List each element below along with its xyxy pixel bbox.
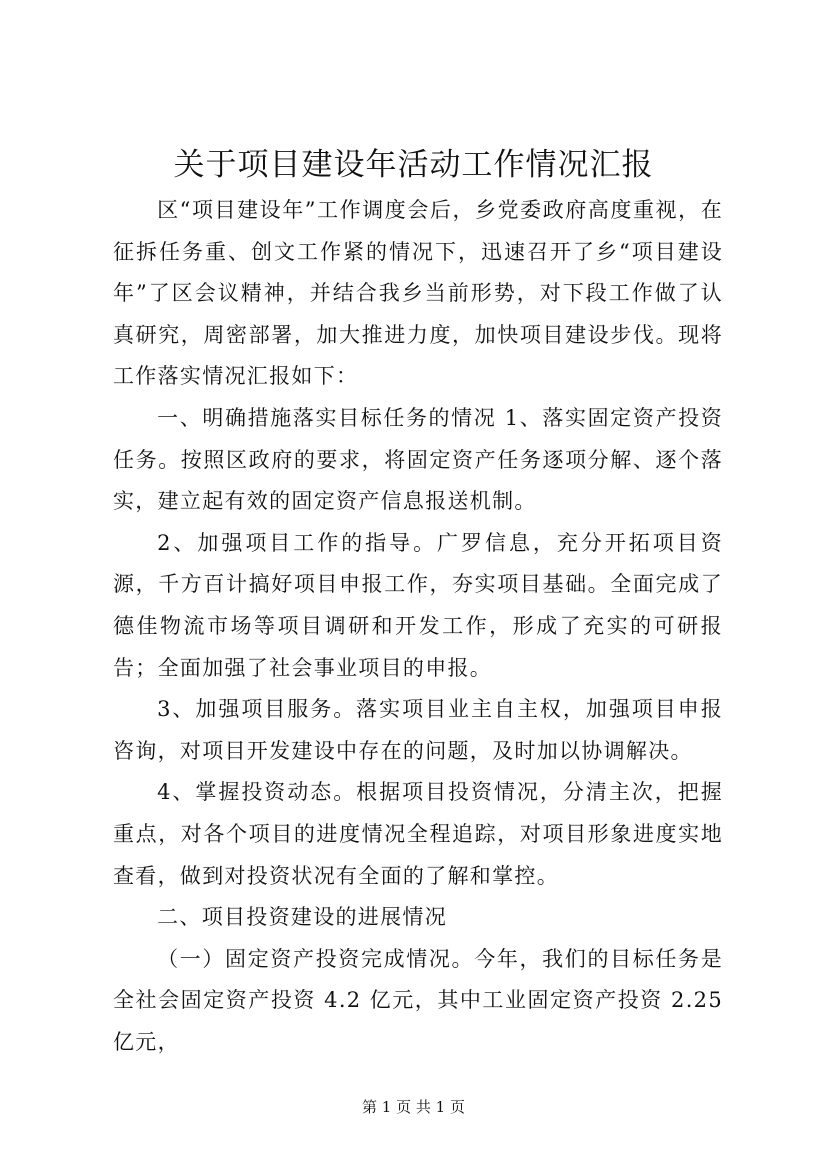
section-heading-2: 二、项目投资建设的进展情况 xyxy=(157,905,447,930)
paragraph-item-3: 3、加强项目服务。落实项目业主自主权，加强项目申报咨询，对项目开发建设中存在的问题，及时加以协调解决。 xyxy=(113,697,723,763)
document-title: 关于项目建设年活动工作情况汇报 xyxy=(173,147,654,183)
page-footer: 第 1 页 共 1 页 xyxy=(362,1098,465,1116)
document-body xyxy=(113,190,723,1063)
paragraph-item-2: 2、加强项目工作的指导。广罗信息，充分开拓项目资源，千方百计搞好项目申报工作，夯实项目基础。全面完成了德佳物流市场等项目调研和开发工作，形成了充实的可研报告；全面加强了社会事业项目的申报。 xyxy=(113,530,723,680)
paragraph-section-1: 一、明确措施落实目标任务的情况 1、落实固定资产投资任务。按照区政府的要求，将固定资产任务逐项分解、逐个落实，建立起有效的固定资产信息报送机制。 xyxy=(113,405,723,514)
paragraph-subsection-1: （一）固定资产投资完成情况。今年，我们的目标任务是全社会固定资产投资 4.2 亿元，其中工业固定资产投资 2.25 亿元， xyxy=(113,946,723,1054)
paragraph-intro: 区“项目建设年”工作调度会后，乡党委政府高度重视，在征拆任务重、创文工作紧的情况下，迅速召开了乡“项目建设年”了区会议精神，并结合我乡当前形势，对下段工作做了认真研究，周密部署，加大推进力度，加快项目建设步伐。现将工作落实情况汇报如下： xyxy=(113,198,723,389)
paragraph-item-4: 4、掌握投资动态。根据项目投资情况，分清主次，把握重点，对各个项目的进度情况全程追踪，对项目形象进度实地查看，做到对投资状况有全面的了解和掌控。 xyxy=(113,780,723,888)
